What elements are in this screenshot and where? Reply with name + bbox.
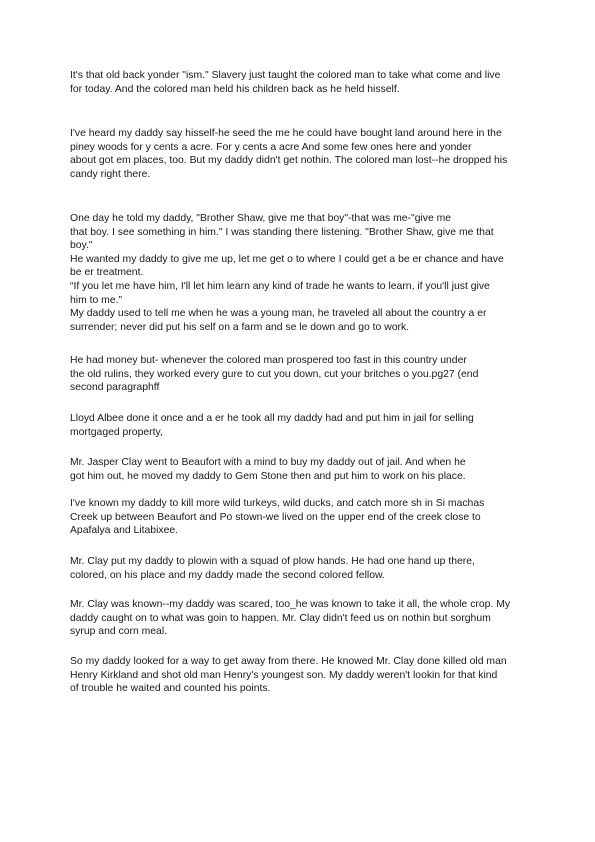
paragraph-plow-hands bbox=[70, 555, 540, 582]
text-line: that boy. I see something in him." I was standing there listening. "Brother Shaw, give me that bbox=[70, 226, 494, 238]
text-line: candy right there. bbox=[70, 168, 151, 180]
text-line: for today. And the colored man held his children back as he held hisself. bbox=[70, 83, 400, 95]
text-line: of trouble he waited and counted his points. bbox=[70, 683, 271, 695]
paragraph-get-away bbox=[70, 655, 540, 696]
text-line: Mr. Clay was known--my daddy was scared, too_he was known to take it all, the whole crop. My bbox=[70, 599, 511, 610]
text-line: I've heard my daddy say hisself-he seed the me he could have bought land around here in the bbox=[70, 128, 502, 139]
paragraph-money bbox=[70, 354, 540, 395]
text-line: Lloyd Albee done it once and a er he took all my daddy had and put him in jail for selling bbox=[70, 413, 474, 424]
text-line: mortgaged property, bbox=[70, 426, 163, 438]
paragraph-land bbox=[70, 127, 540, 181]
text-line: He had money but- whenever the colored man prospered too fast in this country under bbox=[70, 355, 467, 366]
text-line: I've known my daddy to kill more wild turkeys, wild ducks, and catch more sh in Si machas bbox=[70, 498, 485, 509]
paragraph-lloyd-albee bbox=[70, 412, 540, 439]
text-line: about got em places, too. But my daddy didn't get nothin. The colored man lost--he dropped his bbox=[70, 155, 508, 167]
paragraph-wild-turkeys bbox=[70, 497, 540, 538]
text-line: It's that old back yonder "ism." Slavery just taught the colored man to take what come and live bbox=[70, 70, 501, 81]
text-line: My daddy used to tell me when he was a young man, he traveled all about the country a er bbox=[70, 308, 487, 320]
text-line: be er treatment. bbox=[70, 267, 144, 279]
paragraph-jasper-clay bbox=[70, 456, 540, 483]
text-line: So my daddy looked for a way to get away from there. He knowed Mr. Clay done killed old man bbox=[70, 656, 507, 667]
paragraph-brother-shaw bbox=[70, 212, 540, 334]
text-line: syrup and corn meal. bbox=[70, 626, 168, 638]
text-line: Apafalya and Litabixee. bbox=[70, 525, 179, 537]
text-line: Mr. Clay put my daddy to plowin with a squad of plow hands. He had one hand up there, bbox=[70, 556, 475, 567]
text-line: the old rulins, they worked every gure to cut you down, cut your britches o you.pg27 (end bbox=[70, 368, 479, 380]
text-line: got him out, he moved my daddy to Gem Stone then and put him to work on his place. bbox=[70, 470, 466, 482]
text-line: Creek up between Beaufort and Po stown-we lived on the upper end of the creek close to bbox=[70, 511, 481, 523]
text-line: daddy caught on to what was goin to happen. Mr. Clay didn't feed us on nothin but sorghum bbox=[70, 612, 491, 624]
text-line: him to me.” bbox=[70, 294, 122, 306]
text-line: Henry Kirkland and shot old man Henry's youngest son. My daddy weren't lookin for that kind bbox=[70, 669, 498, 681]
text-line: colored, on his place and my daddy made the second colored fellow. bbox=[70, 569, 385, 581]
text-line: “If you let me have him, I'll let him learn any kind of trade he wants to learn, if you'll just give bbox=[70, 280, 490, 292]
text-line: He wanted my daddy to give me up, let me get o to where I could get a be er chance and have bbox=[70, 253, 504, 265]
text-line: Mr. Jasper Clay went to Beaufort with a mind to buy my daddy out of jail. And when he bbox=[70, 457, 466, 468]
text-line: piney woods for y cents a acre. For y cents a acre And some few ones here and yonder bbox=[70, 141, 472, 153]
text-line: surrender; never did put his self on a farm and se le down and go to work. bbox=[70, 321, 410, 333]
paragraph-ism bbox=[70, 69, 540, 96]
text-line: One day he told my daddy, "Brother Shaw, give me that boy"-that was me-"give me bbox=[70, 213, 452, 224]
text-line: boy." bbox=[70, 240, 93, 252]
text-line: second paragraphff bbox=[70, 382, 160, 394]
paragraph-whole-crop bbox=[70, 598, 540, 639]
